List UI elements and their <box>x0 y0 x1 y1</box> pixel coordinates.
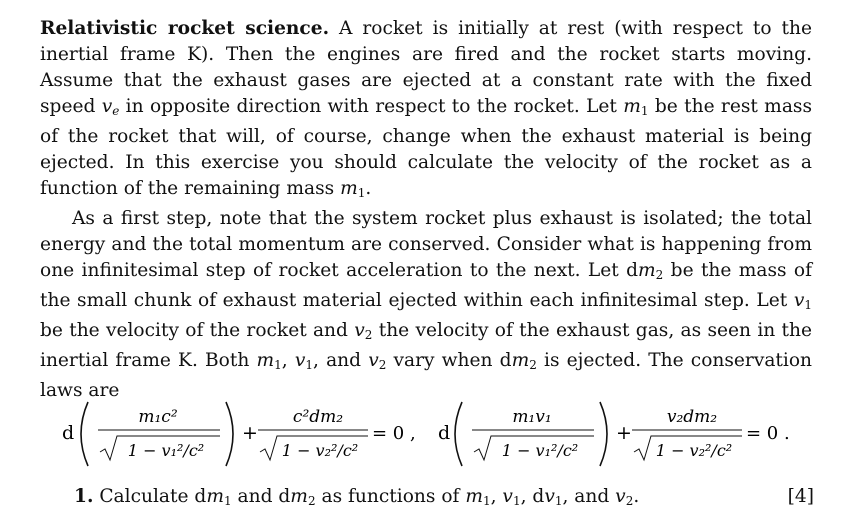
paragraph-conservation <box>40 206 812 404</box>
task-text-a: Calculate <box>93 486 195 507</box>
exhaust-speed-symbol: ve <box>101 96 120 118</box>
cons-text-h: is ejected. The conservation laws are <box>40 350 812 401</box>
task-number: 1. <box>74 486 94 507</box>
conservation-equations <box>62 396 802 472</box>
v1-symbol-b: $v_1$ <box>294 350 313 372</box>
intro-text-c: be the rest mass of the rocket that will, of course, change when the exhaust material is being ejected. In this exercise you should calculate the velocity of the rocket as a function of the remaining mass <box>40 96 812 199</box>
remaining-mass-symbol: $m_1$ <box>340 178 366 200</box>
cons-text-a: As a first step, note that the system rocket plus exhaust is isolated; the total energy and the total momentum are conserved. Consider what is happening from one infinitesimal step of rocket acceleration to the next. Let <box>40 208 812 281</box>
cons-comma-1: , <box>281 350 295 371</box>
energy-numerator-2: c²dm₂ <box>292 407 344 427</box>
momentum-denominator-2: 1 − v₂²/c² <box>655 441 733 460</box>
task-period: . <box>633 486 640 507</box>
intro-text-b: in opposite direction with respect to the rocket. Let <box>119 96 624 117</box>
intro-text-a: A rocket is initially at rest (with respect to the inertial frame K). Then the engines are fired and the rocket starts moving. Assume that the exhaust gases are ejected at a constant rate with the fixed speed <box>40 18 812 117</box>
cons-and: , and <box>313 350 369 371</box>
cons-vary: vary when <box>386 350 500 371</box>
momentum-numerator-1: m₁v₁ <box>512 407 552 427</box>
problem-heading: Relativistic rocket science. <box>40 18 330 39</box>
energy-plus: + <box>242 422 258 444</box>
intro-period: . <box>365 178 372 199</box>
task-and: , and <box>562 486 616 507</box>
energy-left-paren <box>81 402 88 466</box>
dv1-symbol: $dv_1$ <box>532 486 563 508</box>
dm2-symbol: $dm_2$ <box>626 260 664 282</box>
task-1 <box>74 484 814 514</box>
energy-equals-zero: = 0 , <box>372 423 416 444</box>
v2-symbol-b: $v_2$ <box>368 350 387 372</box>
cons-text-c: be the velocity of the rocket and <box>40 320 355 341</box>
dm2-symbol-task: $dm_2$ <box>278 486 316 508</box>
energy-numerator-1: m₁c² <box>138 407 178 427</box>
v1-symbol: $v_1$ <box>793 290 812 312</box>
rest-mass-symbol: $m_1$ <box>623 96 649 118</box>
task-text-b: and <box>231 486 279 507</box>
momentum-plus: + <box>616 422 632 444</box>
momentum-differential: d <box>438 422 451 444</box>
problem-text <box>40 16 812 404</box>
momentum-denominator-1: 1 − v₁²/c² <box>501 441 579 460</box>
task-marks: [4] <box>787 486 814 507</box>
cons-text-b: be the mass of the small chunk of exhaust material ejected within each infinitesimal step. Let <box>40 260 812 311</box>
momentum-numerator-2: v₂dm₂ <box>666 407 718 427</box>
v1-symbol-task: $v_1$ <box>502 486 521 508</box>
task-comma-1: , <box>490 486 503 507</box>
v2-symbol: $v_2$ <box>354 320 373 342</box>
task-text-c: as functions of <box>315 486 466 507</box>
dm1-symbol: $dm_1$ <box>194 486 232 508</box>
energy-denominator-2: 1 − v₂²/c² <box>281 441 359 460</box>
v2-symbol-task: $v_2$ <box>615 486 634 508</box>
paragraph-intro <box>40 16 812 206</box>
equation-svg <box>62 396 802 472</box>
momentum-equals-zero: = 0 . <box>746 423 790 444</box>
dm2-symbol-b: $dm_2$ <box>499 350 537 372</box>
momentum-right-paren <box>600 402 607 466</box>
energy-denominator-1: 1 − v₁²/c² <box>127 441 205 460</box>
task-comma-2: , <box>520 486 533 507</box>
momentum-left-paren <box>455 402 462 466</box>
energy-differential: d <box>62 422 75 444</box>
m1-symbol-task: $m_1$ <box>465 486 491 508</box>
cons-text-d: the velocity of the exhaust gas, as seen in the inertial frame K. Both <box>40 320 813 371</box>
energy-right-paren <box>226 402 233 466</box>
m1-symbol-b: $m_1$ <box>256 350 282 372</box>
